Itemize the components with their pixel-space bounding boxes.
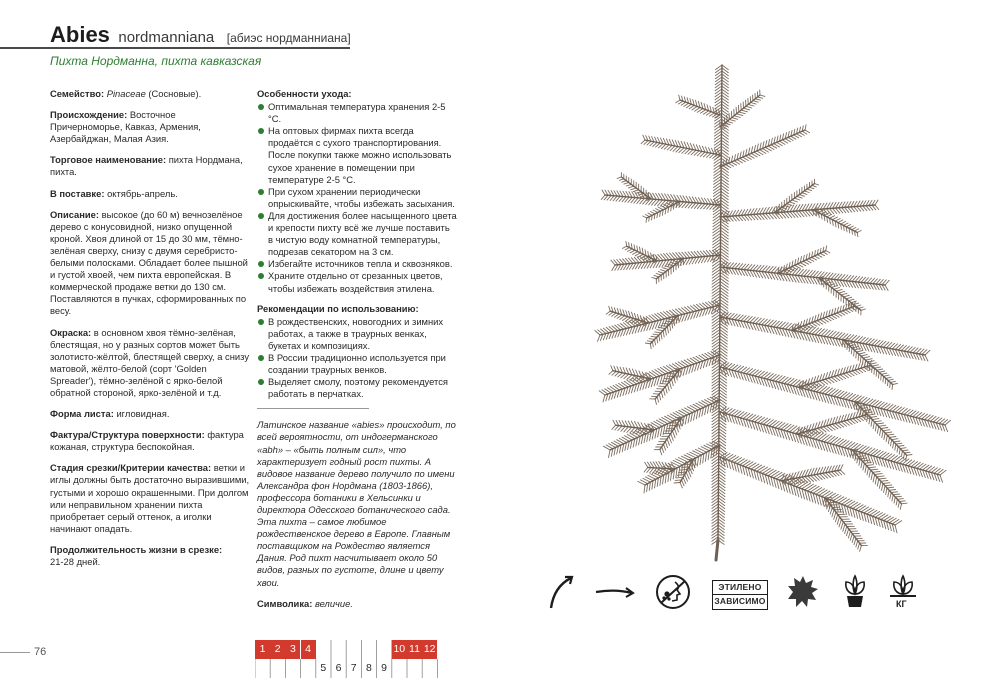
month-cell: 10 — [392, 640, 408, 659]
symbolism-label: Символика: — [257, 597, 313, 609]
month-cell: 6 — [335, 662, 342, 674]
month-cell: 5 — [320, 662, 327, 674]
surface-label: Фактура/Структура поверхности: — [50, 429, 205, 441]
surface-paragraph — [50, 429, 250, 453]
month-cell: 2 — [270, 640, 286, 659]
leaf-form-value: игловидная. — [116, 408, 170, 420]
cut-stage-value: ветки и иглы должны быть достаточно выразившими, густыми и хорошо окрашенными. При долгом или неправильном хранении пихта приобретает серый оттенок, а иголки начинают опадать. — [50, 462, 250, 534]
month-cell: 4 — [301, 640, 317, 659]
cut-stage-paragraph — [50, 462, 250, 535]
supply-value: октябрь-апрель. — [107, 187, 178, 199]
color-label: Окраска: — [50, 326, 92, 338]
care-item: При сухом хранении периодически опрыскивайте, чтобы избежать засыхания. — [257, 186, 457, 210]
color-value: в основном хвоя тёмно-зелёная, блестящая, но у разных сортов может быть золотисто-жёлтой, блестящей сверху, а снизу матовой, жёлто-белой (сорт 'Golden Spreader'), тёмно-зелёной с ярко-белой обратной стороной, ярко-зелёной и т.д. — [50, 326, 250, 398]
fir-branch-illustration — [585, 55, 960, 565]
trade-name-label: Торговое наименование: — [50, 154, 167, 166]
page-number: 76 — [34, 646, 47, 658]
plant-by-weight-icon — [886, 572, 920, 598]
symbolism-value: величие. — [314, 597, 353, 609]
month-cell: 1 — [255, 640, 271, 659]
care-item: Храните отдельно от срезанных цветов, чтобы избежать воздействия этилена. — [257, 270, 457, 294]
trade-name-value: пихта Нордмана, пихта. — [50, 154, 243, 178]
family-label: Семейство: — [50, 88, 105, 99]
no-scent-icon — [655, 574, 691, 610]
family-value: (Сосновые). — [148, 88, 202, 99]
usage-heading: Рекомендации по использованию: — [257, 302, 419, 314]
page-number-rule — [0, 652, 30, 653]
curved-stem-arrow-icon — [545, 572, 577, 612]
middle-column — [257, 88, 457, 619]
common-name: Пихта Нордманна, пихта кавказская — [50, 54, 262, 68]
usage-item: Выделяет смолу, поэтому рекомендуется работать в перчатках. — [257, 376, 457, 400]
transliteration: [абиэс нордманниана] — [226, 31, 351, 45]
note-divider — [257, 408, 369, 409]
supply-label: В поставке: — [50, 187, 105, 199]
weight-unit-label: КГ — [896, 599, 907, 609]
ethylene-badge-line2: ЗАВИСИМО — [714, 596, 766, 606]
lifespan-paragraph — [50, 544, 250, 568]
symbolism-paragraph — [257, 598, 457, 610]
trade-name-paragraph — [50, 154, 250, 178]
month-cell: 12 — [422, 640, 438, 659]
month-cell: 7 — [350, 662, 357, 674]
description-paragraph — [50, 209, 250, 318]
genus-name: Abies — [50, 22, 110, 47]
etymology-note: Латинское название «abies» происходит, по всей вероятности, от индогерманского «abh» – «быть полным сил», что характеризует годный рост пихты. А видовое название дерево получило по имени Александра фон Нордмана (1803-1866), профессора ботаники в Хельсинки и директора Одесского ботанического сада. Эта пихта – самое любимое рождественское дерево в Европе. Главным поставщиком на Рождество является Дания. Род пихт насчитывает около 50 видов, разных по густоте, длине и цвету хвои. — [257, 419, 456, 588]
care-item: Избегайте источников тепла и сквозняков. — [257, 258, 457, 270]
left-column — [50, 88, 250, 577]
origin-label: Происхождение: — [50, 109, 128, 121]
lifespan-label: Продолжительность жизни в срезке: — [50, 543, 223, 555]
potted-plant-icon — [838, 572, 872, 610]
description-value: высокое (до 60 м) вечнозелёное дерево с конусовидной, низко опущенной кроной. Хвоя длиной от 15 до 30 мм, тёмно-зелёная сверху, снизу с двумя серебристо-белыми полосками. Обладает более пышной и густой хвоей, чем пихта европейская. В коммерческой продаже ветки до 130 см. Поставляются в пучках, сформированных по весу. — [50, 208, 248, 317]
cut-stage-label: Стадия срезки/Критерии качества: — [50, 462, 212, 474]
care-heading: Особенности ухода: — [257, 88, 352, 99]
leaf-form-label: Форма листа: — [50, 408, 114, 420]
month-cell: 11 — [407, 640, 423, 659]
care-item: Для достижения более насыщенного цвета и крепости пихту всё же лучше поставить в чистую воду комнатной температуры, подрезав секатором на 3 см. — [257, 210, 457, 258]
family-latin: Pinaceae — [106, 88, 146, 99]
family-paragraph — [50, 88, 250, 100]
color-paragraph — [50, 327, 250, 400]
month-cell: 3 — [285, 640, 301, 659]
page-title — [50, 22, 351, 48]
usage-list — [257, 316, 457, 401]
usage-item: В рождественских, новогодних и зимних работах, а также в траурных венках, букетах и композициях. — [257, 316, 457, 352]
species-name: nordmanniana — [118, 29, 215, 46]
surface-value: фактура кожаная, структура беспокойная. — [50, 429, 244, 453]
description-label: Описание: — [50, 208, 100, 220]
origin-paragraph — [50, 109, 250, 145]
month-cell: 8 — [365, 662, 372, 674]
care-item: Оптимальная температура хранения 2-5 °С. — [257, 101, 457, 125]
usage-item: В России традиционно используется при создании траурных венков. — [257, 352, 457, 376]
origin-value: Восточное Причерноморье, Кавказ, Армения, Азербайджан, Малая Азия. — [50, 109, 201, 145]
supply-paragraph — [50, 188, 250, 200]
care-list — [257, 101, 457, 295]
leaf-form-paragraph — [50, 408, 250, 420]
leaf-silhouette-icon — [786, 574, 820, 610]
care-item: На оптовых фирмах пихта всегда продаётся с сухого транспортирования. После покупки также можно использовать сухое хранение в помещении при температуре 2-5 °С. — [257, 125, 457, 185]
straight-arrow-icon — [594, 584, 636, 600]
ethylene-badge-line1: ЭТИЛЕНО — [713, 581, 767, 595]
ethylene-dependent-badge — [712, 580, 768, 610]
month-cell: 9 — [381, 662, 388, 674]
lifespan-value: 21-28 дней. — [50, 556, 101, 567]
